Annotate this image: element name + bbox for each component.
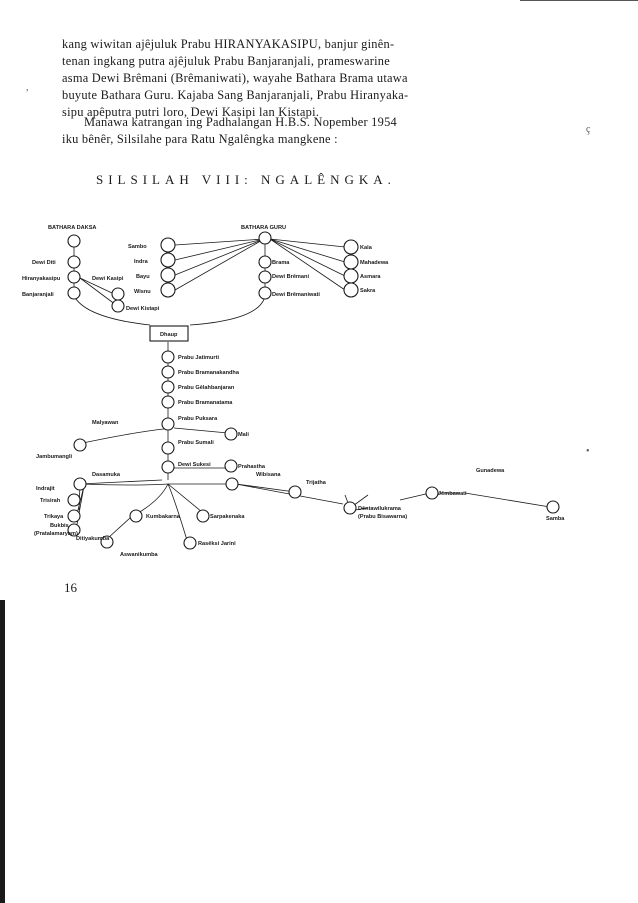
label-dentawilukrama: Dêntawilukrama — [358, 506, 401, 512]
label-trikaya: Trikaya — [44, 514, 64, 520]
node-mahadewa — [344, 255, 358, 269]
label-wibisana: Wibisana — [256, 472, 281, 478]
label-bathara-daksa: BATHARA DAKSA — [48, 225, 97, 231]
label-dhaup: Dhaup — [160, 332, 178, 338]
node-dewi-sukesi — [162, 461, 174, 473]
label-prabu-bisawarna: (Prabu Bisawarna) — [358, 514, 408, 520]
node-banjaranjali — [68, 287, 80, 299]
node-asmara — [344, 269, 358, 283]
label-dewi-bremani: Dewi Brêmani — [272, 274, 309, 280]
margin-mark: • — [586, 446, 590, 457]
label-prabu-jatimurti: Prabu Jatimurti — [178, 355, 220, 361]
node-wisnu — [161, 283, 175, 297]
node-indrajit — [68, 494, 80, 506]
margin-mark: , — [26, 82, 29, 93]
label-hiranyakasipu: Hiranyakasipu — [22, 276, 61, 282]
node-rasaksi-jarini — [184, 537, 196, 549]
label-sambo: Sambo — [128, 244, 147, 250]
label-samba: Samba — [546, 516, 565, 522]
node-malyawan — [74, 439, 86, 451]
label-banjaranjali: Banjaranjali — [22, 292, 54, 298]
node-trisirah — [68, 510, 80, 522]
node-bathara-guru — [259, 232, 271, 244]
node-prabu-bramanakandha — [162, 366, 174, 378]
text-line: asma Dewi Brêmani (Brêmaniwati), wayahe Bathara Brama utawa — [62, 70, 408, 85]
node-prabu-sumali — [162, 442, 174, 454]
node-prabu-bramanatama — [162, 396, 174, 408]
node-dewi-kasipi — [112, 288, 124, 300]
text-line: sipu apêputra putri loro, Dewi Kasipi lan Kistapi. — [62, 104, 320, 119]
label-sakra: Sakra — [360, 288, 376, 294]
label-dewi-diti: Dewi Diti — [32, 260, 56, 266]
label-prabu-sumali: Prabu Sumali — [178, 440, 214, 446]
node-prahastha — [225, 460, 237, 472]
node-prabu-jatimurti — [162, 351, 174, 363]
label-kumbakarna: Kumbakarna — [146, 514, 180, 520]
page-number: 16 — [64, 580, 77, 595]
label-mahadewa: Mahadewa — [360, 260, 389, 266]
label-dewi-kistapi: Dewi Kistapi — [126, 306, 160, 312]
text-line: tenan ingkang putra ajêjuluk Prabu Banjaranjali, prameswarine — [62, 53, 391, 68]
node-bayu — [161, 268, 175, 282]
node-wibisana — [226, 478, 238, 490]
node-prabu-puksara — [162, 418, 174, 430]
label-dewi-bremaniwati: Dewi Brêmaniwati — [272, 292, 320, 298]
node-labels — [22, 225, 565, 558]
label-prabu-gelahbanjaran: Prabu Gêlahbanjaran — [178, 385, 235, 391]
label-brama: Brama — [272, 260, 290, 266]
label-sarpakenaka: Sarpakenaka — [210, 514, 245, 520]
node-indra — [161, 253, 175, 267]
label-gunadewa: Gunadewa — [476, 468, 505, 474]
label-rasaksi-jarini: Rasêksi Jarini — [198, 541, 236, 547]
label-trisirah: Trisirah — [40, 498, 61, 504]
node-sakra — [344, 283, 358, 297]
label-prabu-bramanatama: Prabu Bramanatama — [178, 400, 233, 406]
label-dewi-sukesi: Dewi Sukesi — [178, 462, 211, 468]
label-aswanikumba: Aswanikumba — [120, 552, 158, 558]
label-bayu: Bayu — [136, 274, 150, 280]
label-mali: Mali — [238, 432, 249, 438]
text-line: Manawa katrangan ing Padhalangan H.B.S. Nopember 1954 — [84, 115, 397, 129]
label-prabu-bramanakandha: Prabu Bramanakandha — [178, 370, 239, 376]
node-dasamuka — [74, 478, 86, 490]
node-kala — [344, 240, 358, 254]
node-hiranyakasipu — [68, 271, 80, 283]
text-line: iku bênêr, Silsilahe para Ratu Ngalêngka mangkene : — [62, 131, 338, 146]
node-dewi-kistapi — [112, 300, 124, 312]
node-brama — [259, 256, 271, 268]
margin-mark: ç — [586, 124, 591, 135]
label-dasamuka: Dasamuka — [92, 472, 120, 478]
label-malyawan: Malyawan — [92, 420, 119, 426]
label-bathara-guru: BATHARA GURU — [241, 225, 287, 231]
node-dewi-bremani — [259, 271, 271, 283]
node-dentawilukrama — [344, 502, 356, 514]
node-bathara-daksa — [68, 235, 80, 247]
node-trijatha — [289, 486, 301, 498]
label-bukbis: Bukbis — [50, 523, 69, 529]
connector-lines — [74, 239, 550, 547]
node-sambo — [161, 238, 175, 252]
label-jambumangli: Jambumangli — [36, 454, 73, 460]
node-dewi-bremaniwati — [259, 287, 271, 299]
node-mali — [225, 428, 237, 440]
label-prahastha: Prahastha — [238, 464, 266, 470]
text-line: kang wiwitan ajêjuluk Prabu HIRANYAKASIPU, banjur ginên- — [62, 37, 395, 51]
node-dewi-diti — [68, 256, 80, 268]
label-indra: Indra — [134, 259, 148, 265]
node-samba — [547, 501, 559, 513]
label-asmara: Asmara — [360, 274, 381, 280]
label-indrajit: Indrajit — [36, 486, 55, 492]
node-sarpakenaka — [197, 510, 209, 522]
label-pratalamaryam: (Pratalamaryam) — [34, 531, 78, 537]
section-heading: SILSILAH VIII: NGALÊNGKA. — [96, 172, 396, 187]
label-kala: Kala — [360, 245, 372, 251]
node-jembawati — [426, 487, 438, 499]
label-dewi-kasipi: Dewi Kasipi — [92, 276, 124, 282]
label-trijatha: Trijatha — [306, 480, 326, 486]
label-prabu-puksara: Prabu Puksara — [178, 416, 218, 422]
node-prabu-gelahbanjaran — [162, 381, 174, 393]
node-kumbakarna — [130, 510, 142, 522]
text-line: buyute Bathara Guru. Kajaba Sang Banjaranjali, Prabu Hiranyaka- — [62, 87, 409, 102]
label-wisnu: Wisnu — [134, 289, 151, 295]
label-jembawati: Jêmbawati — [438, 491, 467, 497]
label-ditiyakumba: Ditiyakumba — [76, 536, 110, 542]
